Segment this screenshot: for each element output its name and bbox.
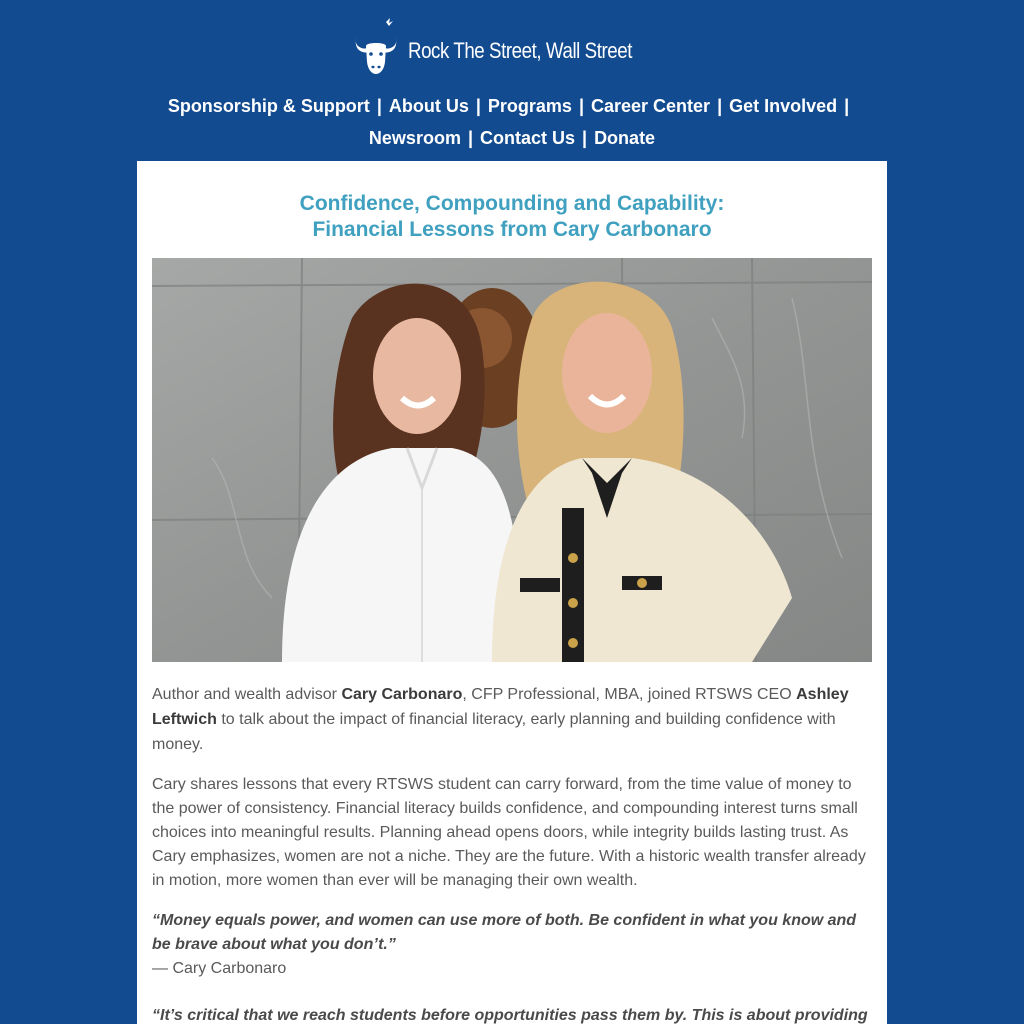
- nav-donate[interactable]: Donate: [594, 128, 656, 148]
- article-title-line-2: Financial Lessons from Cary Carbonaro: [312, 218, 712, 241]
- article-title: [137, 191, 887, 243]
- main-nav-row-1: [120, 96, 904, 117]
- article-title-line-1: Confidence, Compounding and Capability:: [299, 192, 725, 215]
- brand-name: Rock The Street, Wall Street: [408, 38, 633, 63]
- quote-block-1: [152, 909, 872, 981]
- p1-text-3: to talk about the impact of financial literacy, early planning and building confidence with money.: [152, 711, 836, 753]
- quote-1-attribution: — Cary Carbonaro: [152, 960, 287, 977]
- article-card: [137, 161, 887, 1024]
- two-women-portrait-image: [152, 258, 872, 662]
- article-paragraph-2: Cary shares lessons that every RTSWS student can carry forward, from the time value of money to the power of consistency. Financial literacy builds confidence, and compounding interest turns small choices into meaningful results. Planning ahead opens doors, while integrity builds lasting trust. As Cary emphasizes, women are not a niche. They are the future. With a historic wealth transfer already in motion, more women than ever will be managing their own wealth.: [152, 776, 866, 889]
- nav-newsroom[interactable]: Newsroom: [368, 128, 461, 148]
- p1-text-1: Author and wealth advisor: [152, 686, 342, 703]
- nav-contact-us[interactable]: Contact Us: [480, 128, 576, 148]
- quote-2-text: “It’s critical that we reach students before opportunities pass them by. This is about providing: [152, 1007, 868, 1024]
- nav-sponsorship-support[interactable]: Sponsorship & Support: [167, 96, 370, 116]
- p1-bold-ashley: Ashley Leftwich: [152, 686, 849, 728]
- quote-block-2: [152, 1004, 872, 1024]
- nav-separator: |: [717, 96, 723, 116]
- nav-career-center[interactable]: Career Center: [591, 96, 711, 116]
- main-nav-row-2: [120, 128, 904, 149]
- p1-bold-cary: Cary Carbonaro: [341, 686, 463, 703]
- bull-head-logo-icon: [352, 16, 400, 76]
- brand-header: [0, 14, 1024, 78]
- nav-separator: |: [844, 96, 850, 116]
- nav-separator: |: [475, 96, 481, 116]
- nav-programs[interactable]: Programs: [487, 96, 572, 116]
- nav-separator: |: [467, 128, 473, 148]
- article-photo: [152, 258, 872, 662]
- nav-about-us[interactable]: About Us: [388, 96, 469, 116]
- quote-1-text: “Money equals power, and women can use more of both. Be confident in what you know and be brave about what you don’t.”: [152, 912, 857, 953]
- nav-separator: |: [376, 96, 382, 116]
- nav-separator: |: [578, 96, 584, 116]
- nav-get-involved[interactable]: Get Involved: [729, 96, 838, 116]
- p1-text-2: , CFP Professional, MBA, joined RTSWS CEO: [462, 686, 797, 703]
- brand-logo-link[interactable]: [352, 16, 672, 76]
- nav-separator: |: [582, 128, 588, 148]
- article-paragraph-1: [152, 682, 872, 757]
